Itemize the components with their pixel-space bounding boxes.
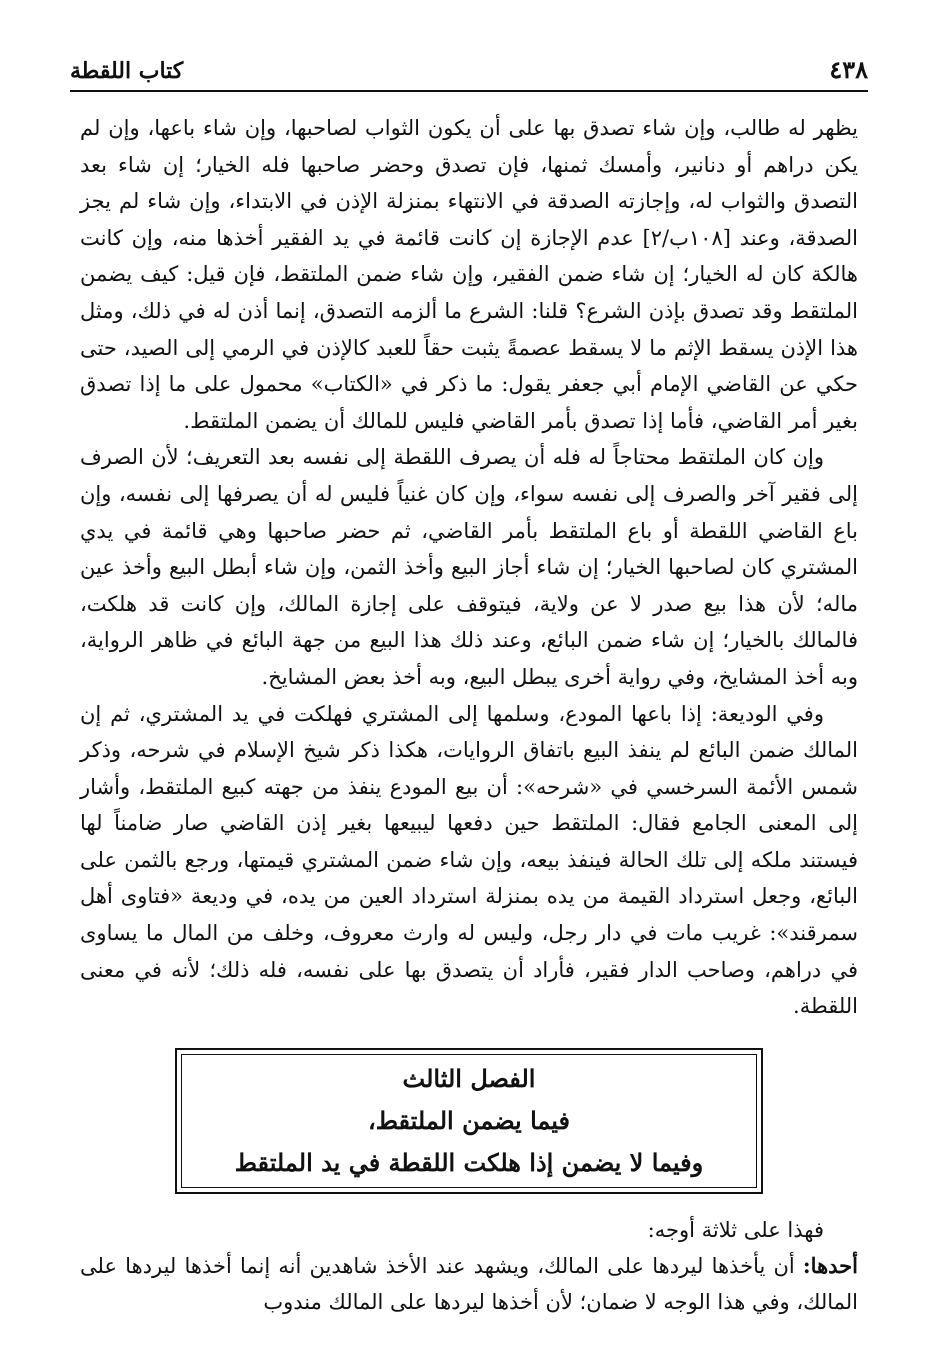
chapter-title: الفصل الثالث — [402, 1064, 536, 1093]
first-case-lead: أحدها: — [802, 1253, 858, 1278]
page-header — [70, 44, 868, 92]
page-number: ٤٣٨ — [829, 55, 868, 84]
book-title: كتاب اللقطة — [70, 58, 184, 84]
chapter-subtitle-2: وفيما لا يضمن إذا هلكت اللقطة في يد الملتقط — [234, 1148, 704, 1177]
paragraph: وفي الوديعة: إذا باعها المودع، وسلمها إلى المشتري فهلكت في يد المشتري، ثم إن المالك ضمن البائع لم ينفذ البيع باتفاق الروايات، هكذا ذكر شيخ الإسلام في شرحه، وذكر شمس الأئمة السرخسي في «شرحه»: أن بيع المودع ينفذ من جهته كبيع الملتقط، وأشار إلى المعنى الجامع فقال: الملتقط حين دفعها ليبيعها بغير إذن القاضي صار ضامناً لها فيستند ملكه إلى تلك الحالة فينفذ بيعه، وإن شاء ضمن المشتري قيمتها، ورجع بالثمن على البائع، وجعل استرداد القيمة من يده بمنزلة استرداد العين من يده، في وديعة «فتاوى أهل سمرقند»: غريب مات في دار رجل، وليس له وارث معروف، وخلف من المال ما يساوى في دراهم، وصاحب الدار فقير، فأراد أن يتصدق بها على نفسه، فله ذلك؛ لأنه في معنى اللقطة. — [80, 701, 858, 1019]
first-case-paragraph — [80, 1248, 858, 1320]
main-text — [80, 110, 858, 1025]
section-intro: فهذا على ثلاثة أوجه: — [647, 1218, 824, 1242]
first-case-text: أن يأخذها ليردها على المالك، ويشهد عند الأخذ شاهدين أنه إنما أخذها ليردها على المالك، وفي هذا الوجه لا ضمان؛ لأن أخذها ليردها على المالك مندوب — [80, 1254, 858, 1314]
paragraph: يظهر له طالب، وإن شاء تصدق بها على أن يكون الثواب لصاحبها، وإن شاء باعها، وإن لم يكن دراهم أو دنانير، وأمسك ثمنها، فإن تصدق وحضر صاحبها فله الخيار؛ إن شاء بعد التصدق والثواب له، وإجازته الصدقة في الانتهاء بمنزلة الإذن في الابتداء، وإن شاء لم يجز الصدقة، وعند [١٠٨ب/٢] عدم الإجازة إن كانت قائمة في يد الفقير أخذها منه، وإن كانت هالكة كان له الخيار؛ إن شاء ضمن الفقير، وإن شاء ضمن الملتقط، فإن قيل: كيف يضمن الملتقط وقد تصدق بإذن الشرع؟ قلنا: الشرع ما ألزمه التصدق، إنما أذن له في ذلك، ومثل هذا الإذن يسقط الإثم ما لا يسقط عصمةً يثبت حقاً للعبد كالإذن في الرمي إلى الصيد، حتى حكي عن القاضي الإمام أبي جعفر يقول: ما ذكر في «الكتاب» محمول على ما إذا تصدق بغير أمر القاضي، فأما إذا تصدق بأمر القاضي فليس للمالك أن يضمن الملتقط. — [80, 116, 858, 433]
chapter-subtitle-1: فيما يضمن الملتقط، — [368, 1106, 570, 1135]
chapter-heading-box — [175, 1048, 763, 1194]
section-text — [80, 1212, 858, 1320]
paragraph: وإن كان الملتقط محتاجاً له فله أن يصرف اللقطة إلى نفسه بعد التعريف؛ لأن الصرف إلى فقير آخر والصرف إلى نفسه سواء، وإن كان غنياً فليس له أن يصرفها إلى نفسه، وإن باع القاضي اللقطة أو باع الملتقط بأمر القاضي، ثم حضر صاحبها وهي قائمة في يدي المشتري كان لصاحبها الخيار؛ إن شاء أجاز البيع وأخذ الثمن، وإن شاء أبطل البيع وأخذ عين ماله؛ لأن هذا بيع صدر لا عن ولاية، فيتوقف على إجازة المالك، وإن كانت قد هلكت، فالمالك بالخيار؛ إن شاء ضمن البائع، وعند ذلك هذا البيع من جهة البائع في ظاهر الرواية، وبه أخذ المشايخ، وفي رواية أخرى يبطل البيع، وبه أخذ بعض المشايخ. — [80, 445, 858, 689]
chapter-heading-inner — [181, 1054, 757, 1188]
